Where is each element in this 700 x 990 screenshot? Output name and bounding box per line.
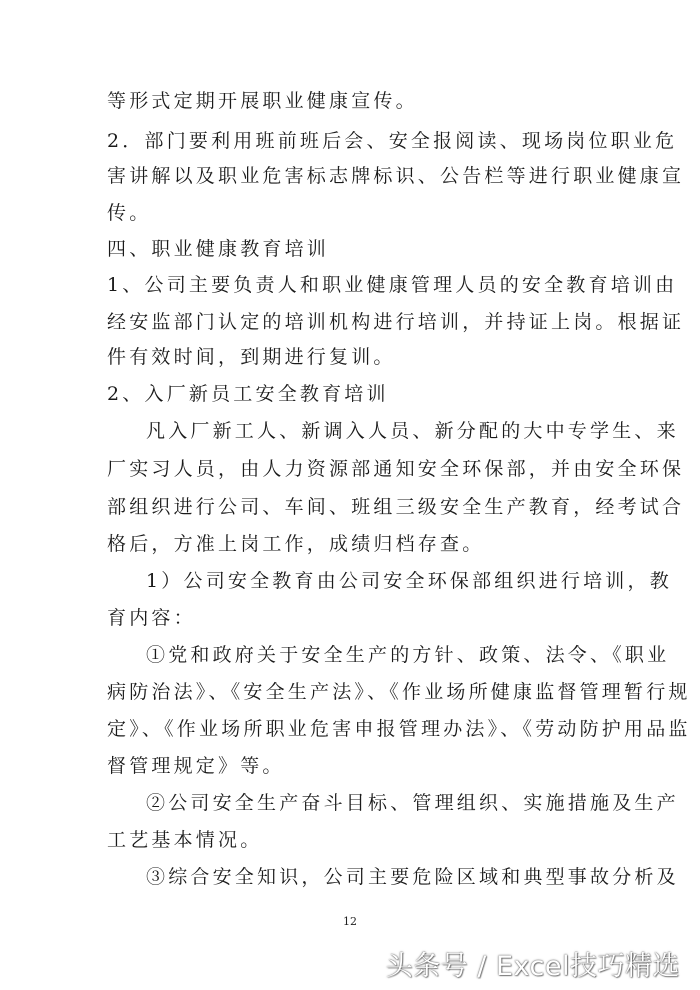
- text-line: 害讲解以及职业危害标志牌标识、公告栏等进行职业健康宣: [107, 165, 685, 187]
- section-heading: 四、职业健康教育培训: [107, 238, 330, 260]
- text-line: 经安监部门认定的培训机构进行培训，并持证上岗。根据证: [107, 311, 685, 333]
- text-line: 病防治法》、《安全生产法》、《作业场所健康监督管理暂行规: [107, 681, 691, 703]
- text-line: 厂实习人员，由人力资源部通知安全环保部，并由安全环保: [107, 458, 685, 480]
- text-line: 工艺基本情况。: [107, 829, 263, 851]
- text-line: 传。: [107, 202, 152, 224]
- text-line: 2．部门要利用班前班后会、安全报阅读、现场岗位职业危: [107, 130, 678, 152]
- watermark: 头条号 / Excel技巧精选: [385, 951, 680, 982]
- text-line: ①党和政府关于安全生产的方针、政策、法令、《职业: [146, 644, 670, 666]
- text-line: 等形式定期开展职业健康宣传。: [107, 90, 418, 112]
- text-line: 督管理规定》等。: [107, 755, 285, 777]
- text-line: ②公司安全生产奋斗目标、管理组织、实施措施及生产: [146, 792, 679, 814]
- text-line: 件有效时间，到期进行复训。: [107, 346, 396, 368]
- text-line: 凡入厂新工人、新调入人员、新分配的大中专学生、来: [146, 420, 679, 442]
- text-line: 定》、《作业场所职业危害申报管理办法》、《劳动防护用品监: [107, 718, 691, 740]
- text-line: ③综合安全知识，公司主要危险区域和典型事故分析及: [146, 866, 679, 888]
- text-line: 格后，方准上岗工作，成绩归档存查。: [107, 533, 485, 555]
- subsection-heading: 2、入厂新员工安全教育培训: [107, 383, 389, 405]
- text-line: 1、公司主要负责人和职业健康管理人员的安全教育培训由: [107, 274, 678, 296]
- text-line: 部组织进行公司、车间、班组三级安全生产教育，经考试合: [107, 496, 685, 518]
- text-line: 育内容：: [107, 607, 196, 629]
- text-line: 1）公司安全教育由公司安全环保部组织进行培训，教: [146, 570, 672, 592]
- page-number: 12: [343, 915, 357, 928]
